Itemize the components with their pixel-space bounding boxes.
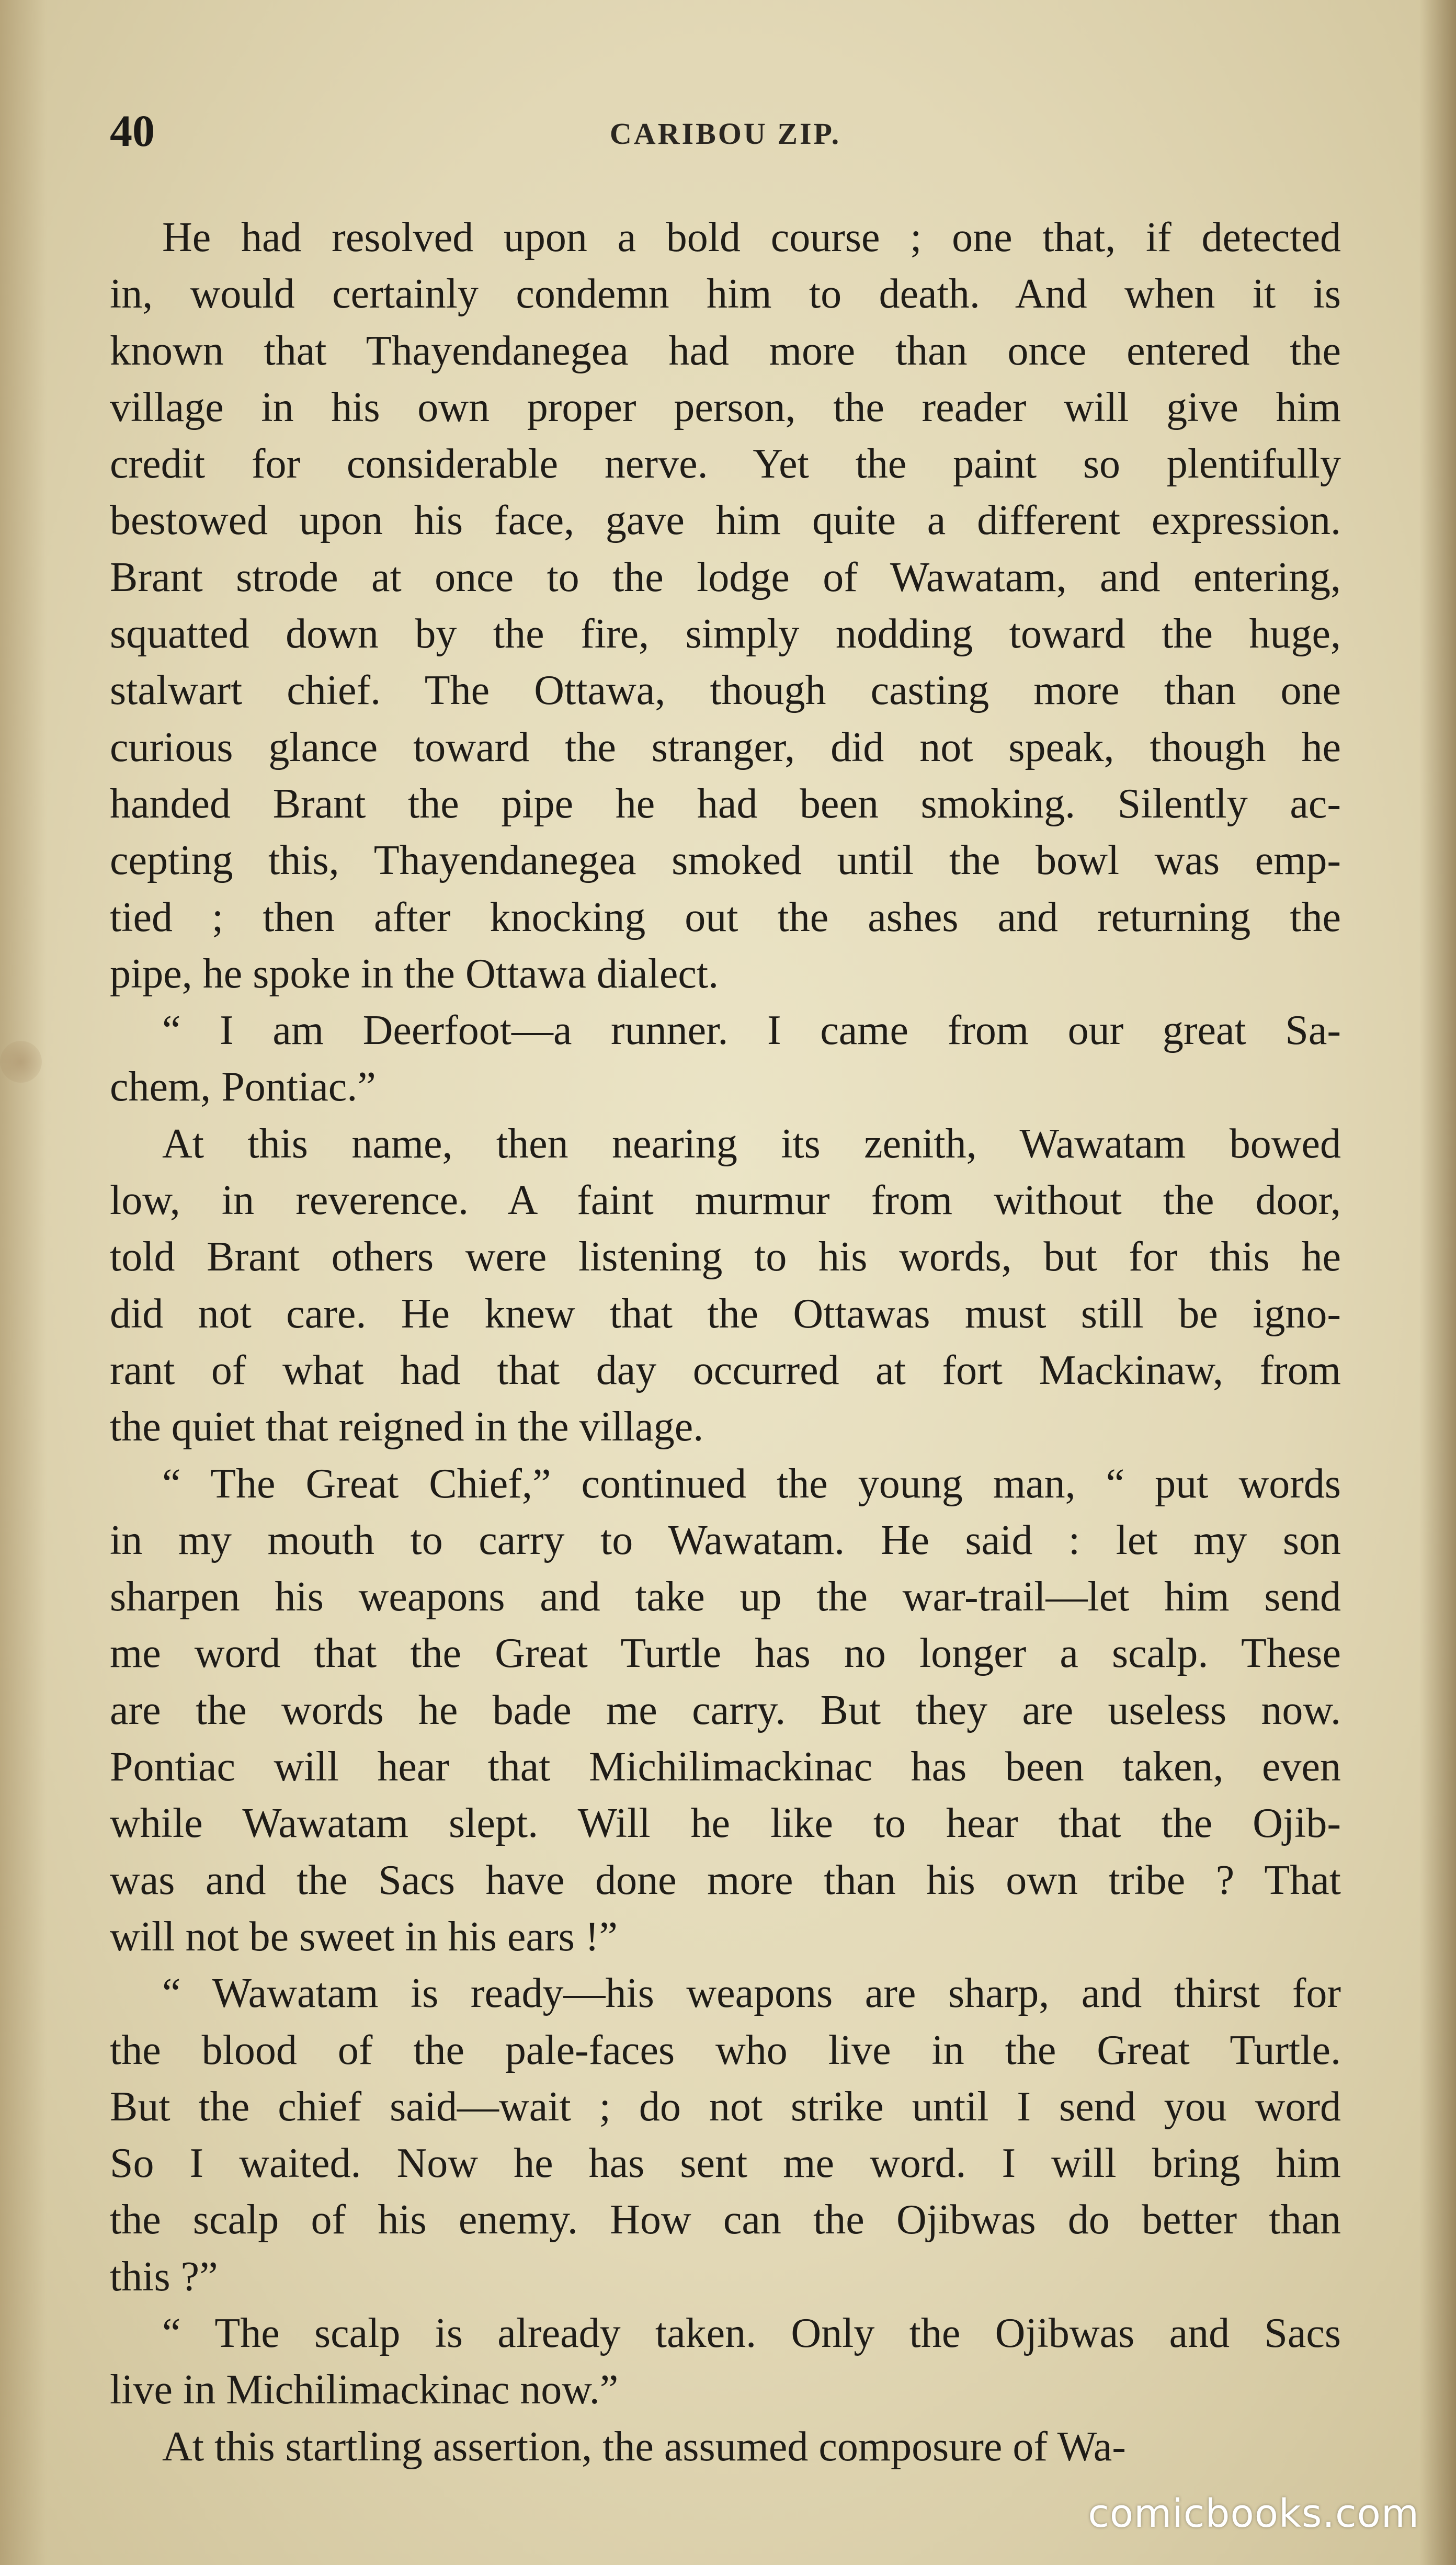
text-line: At this name, then nearing its zenith, Wawatam bowed xyxy=(162,1120,1341,1167)
text-line: in, would certainly condemn him to death. And when it is xyxy=(110,271,1341,317)
text-line: will not be sweet in his ears !” xyxy=(110,1913,618,1960)
text-line: live in Michilimackinac now.” xyxy=(110,2367,619,2413)
paragraph xyxy=(110,1002,1341,1116)
text-line: credit for considerable nerve. Yet the paint so plentifully xyxy=(110,441,1341,487)
paragraph xyxy=(110,2419,1341,2475)
text-line: bestowed upon his face, gave him quite a different expression. xyxy=(110,497,1341,544)
text-line: He had resolved upon a bold course ; one that, if detected xyxy=(162,214,1341,260)
text-line: the scalp of his enemy. How can the Ojibwas do better than xyxy=(110,2197,1341,2243)
text-line: this ?” xyxy=(110,2253,218,2300)
page-header xyxy=(110,105,1341,162)
text-line: “ The scalp is already taken. Only the Ojibwas and Sacs xyxy=(162,2310,1341,2356)
text-line: village in his own proper person, the reader will give him xyxy=(110,384,1341,430)
body-text xyxy=(110,209,1341,2475)
paragraph xyxy=(110,1456,1341,1966)
page-number: 40 xyxy=(110,106,155,156)
text-line: the quiet that reigned in the village. xyxy=(110,1404,704,1450)
text-line: in my mouth to carry to Wawatam. He said : let my son xyxy=(110,1517,1341,1563)
paragraph xyxy=(110,2305,1341,2419)
text-line: known that Thayendanegea had more than once entered the xyxy=(110,327,1341,374)
text-line: while Wawatam slept. Will he like to hear that the Ojib- xyxy=(110,1800,1341,1847)
watermark: comicbooks.com xyxy=(1088,2491,1419,2536)
text-line: told Brant others were listening to his words, but for this he xyxy=(110,1234,1341,1280)
paragraph xyxy=(110,1965,1341,2305)
text-line: sharpen his weapons and take up the war-trail—let him send xyxy=(110,1574,1341,1620)
text-line: was and the Sacs have done more than his own tribe ? That xyxy=(110,1857,1341,1903)
paper-stain xyxy=(0,1041,42,1083)
text-line: “ Wawatam is ready—his weapons are sharp, and thirst for xyxy=(162,1970,1341,2017)
text-line: did not care. He knew that the Ottawas must still be igno- xyxy=(110,1290,1341,1337)
text-line: stalwart chief. The Ottawa, though casting more than one xyxy=(110,667,1341,714)
text-line: low, in reverence. A faint murmur from without the door, xyxy=(110,1177,1341,1224)
text-line: pipe, he spoke in the Ottawa dialect. xyxy=(110,950,719,997)
text-line: the blood of the pale-faces who live in the Great Turtle. xyxy=(110,2027,1341,2073)
text-line: chem, Pontiac.” xyxy=(110,1064,376,1110)
text-line: squatted down by the fire, simply nodding toward the huge, xyxy=(110,611,1341,657)
text-line: Brant strode at once to the lodge of Wawatam, and entering, xyxy=(110,554,1341,600)
text-line: are the words he bade me carry. But they are useless now. xyxy=(110,1687,1341,1733)
running-title: CARIBOU ZIP. xyxy=(609,117,841,151)
text-line: me word that the Great Turtle has no longer a scalp. These xyxy=(110,1630,1341,1677)
paragraph xyxy=(110,1116,1341,1456)
text-line: So I waited. Now he has sent me word. I will bring him xyxy=(110,2140,1341,2187)
text-line: cepting this, Thayendanegea smoked until the bowl was emp- xyxy=(110,837,1341,884)
text-line: handed Brant the pipe he had been smoking. Silently ac- xyxy=(110,780,1341,827)
text-line: tied ; then after knocking out the ashes and returning the xyxy=(110,894,1341,940)
text-line: “ The Great Chief,” continued the young man, “ put words xyxy=(162,1460,1341,1507)
text-line: curious glance toward the stranger, did not speak, though he xyxy=(110,724,1341,770)
paragraph xyxy=(110,209,1341,1002)
text-line: But the chief said—wait ; do not strike until I send you word xyxy=(110,2083,1341,2130)
text-line: Pontiac will hear that Michilimackinac has been taken, even xyxy=(110,1744,1341,1790)
text-line: “ I am Deerfoot—a runner. I came from our great Sa- xyxy=(162,1007,1341,1054)
text-line: At this startling assertion, the assumed composure of Wa- xyxy=(162,2423,1126,2470)
text-line: rant of what had that day occurred at fort Mackinaw, from xyxy=(110,1347,1341,1393)
